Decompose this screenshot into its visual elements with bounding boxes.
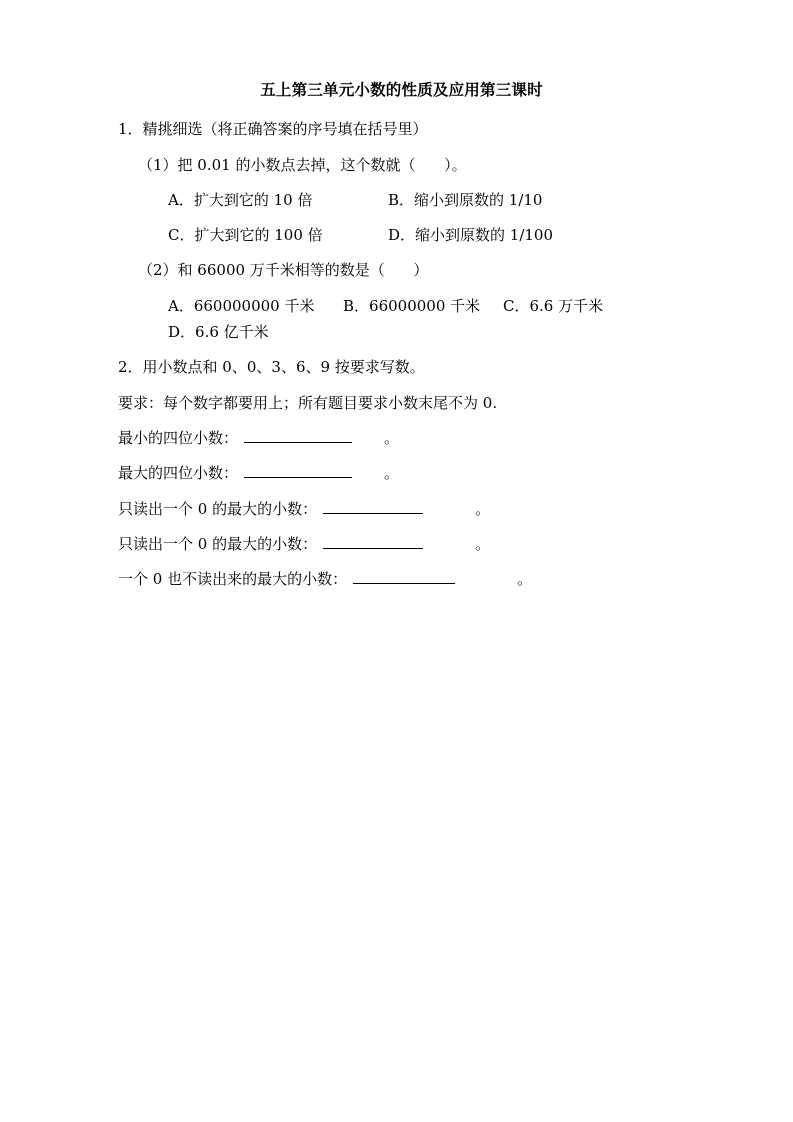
- section1-heading: 1．精挑细选（将正确答案的序号填在括号里）: [118, 120, 428, 139]
- question-2-stem: （2）和 66000 万千米相等的数是（ ）: [138, 261, 429, 280]
- question-1-option-d[interactable]: D．缩小到原数的 1/100: [388, 226, 554, 245]
- fill-item-3-tail: 。: [475, 499, 491, 518]
- fill-item-2-blank[interactable]: [244, 465, 352, 478]
- question-1-option-c[interactable]: C．扩大到它的 100 倍: [168, 226, 323, 245]
- question-2-option-a[interactable]: A．660000000 千米: [168, 296, 315, 315]
- question-1-stem: （1）把 0.01 的小数点去掉，这个数就（ ）。: [138, 155, 467, 174]
- fill-item-2-label: 最大的四位小数：: [118, 464, 239, 483]
- question-2-option-d[interactable]: D．6.6 亿千米: [168, 323, 269, 342]
- fill-item-1-tail: 。: [384, 428, 400, 447]
- question-1-options-row-1: [118, 188, 685, 212]
- fill-item-4-label: 只读出一个 0 的最大的小数：: [118, 534, 318, 553]
- section2-requirement: 要求：每个数字都要用上；所有题目要求小数末尾不为 0.: [118, 393, 498, 412]
- fill-item-4-blank[interactable]: [323, 536, 423, 549]
- question-2-option-b[interactable]: B．66000000 千米: [343, 296, 481, 315]
- question-1-option-b[interactable]: B．缩小到原数的 1/10: [388, 190, 543, 209]
- fill-item-3-label: 只读出一个 0 的最大的小数：: [118, 499, 318, 518]
- fill-item-1-blank[interactable]: [244, 430, 352, 443]
- fill-item-3-blank[interactable]: [323, 500, 423, 513]
- fill-item-5-label: 一个 0 也不读出来的最大的小数：: [118, 570, 348, 589]
- fill-item-3: [118, 497, 685, 521]
- fill-item-4-tail: 。: [475, 534, 491, 553]
- question-1-option-a[interactable]: A．扩大到它的 10 倍: [168, 190, 313, 209]
- fill-item-1: [118, 426, 685, 450]
- fill-item-5: [118, 567, 685, 591]
- page-title: 五上第三单元小数的性质及应用第三课时: [260, 80, 543, 99]
- fill-item-5-blank[interactable]: [353, 571, 455, 584]
- fill-item-2-tail: 。: [384, 464, 400, 483]
- fill-item-2: [118, 461, 685, 485]
- question-2-option-c[interactable]: C．6.6 万千米: [503, 296, 604, 315]
- fill-item-5-tail: 。: [517, 570, 533, 589]
- question-1-options-row-2: [118, 223, 685, 247]
- question-2-options-row-1: [118, 294, 685, 318]
- section2-heading: 2．用小数点和 0、0、3、6、9 按要求写数。: [118, 358, 425, 377]
- fill-item-4: [118, 532, 685, 556]
- fill-item-1-label: 最小的四位小数：: [118, 428, 239, 447]
